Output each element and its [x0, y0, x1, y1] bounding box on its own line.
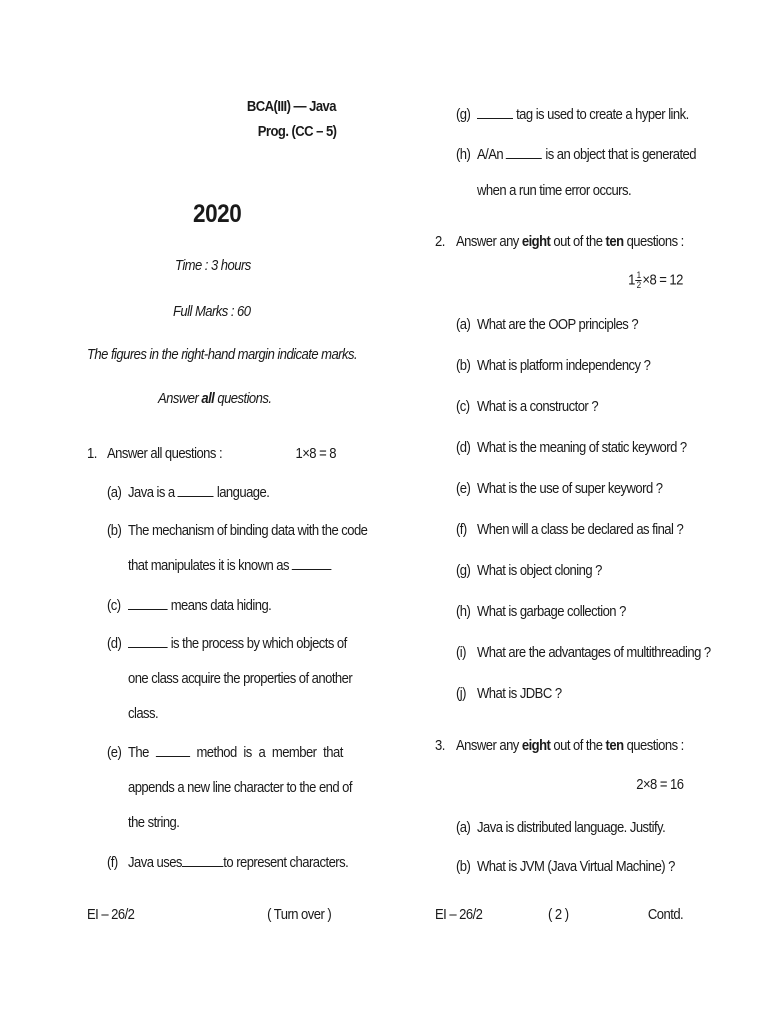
answer-instruction: Answer all questions.: [158, 391, 272, 407]
course-title: BCA(III) — Java: [246, 99, 336, 115]
paper-code: Prog. (CC – 5): [257, 124, 336, 140]
q2-number: 2.: [435, 234, 445, 250]
q2-item-label: (a): [456, 317, 471, 333]
q1f-blank: [182, 854, 223, 867]
q1f-text: Java uses to represent characters.: [128, 855, 349, 871]
q2-item-label: (g): [456, 563, 471, 579]
q1-marks: 1×8 = 8: [295, 446, 336, 462]
q1a-label: (a): [107, 485, 122, 501]
q1e-line1: The method is a member that: [128, 745, 343, 761]
q2-item-text: What is the meaning of static keyword ?: [477, 440, 687, 456]
q3-item-label: (b): [456, 859, 471, 875]
q1g-blank: [477, 106, 513, 119]
q1h-line2: when a run time error occurs.: [477, 183, 632, 199]
q1d-line3: class.: [128, 706, 159, 722]
footer-turn-over: ( Turn over ): [266, 907, 331, 923]
q3-title: Answer any eight out of the ten questions :: [456, 738, 684, 754]
q2-item-label: (j): [456, 686, 466, 702]
exam-time: Time : 3 hours: [175, 258, 251, 274]
q2-marks-fraction: $\frac{1}{2}$: [636, 270, 641, 290]
q1d-blank: [128, 635, 168, 648]
q1d-label: (d): [107, 636, 122, 652]
q1d-line1: is the process by which objects of: [128, 635, 347, 653]
q3-marks: 2×8 = 16: [635, 777, 683, 793]
q2-item-text: What is garbage collection ?: [477, 604, 626, 620]
q2-item-label: (h): [456, 604, 471, 620]
q3-item-text: Java is distributed language. Justify.: [477, 820, 666, 836]
q2-item-text: What is JDBC ?: [477, 686, 562, 702]
footer-left-code: EI – 26/2: [87, 907, 135, 923]
q2-item-text: What is platform independency ?: [477, 358, 651, 374]
q1-number: 1.: [87, 446, 97, 462]
full-marks: Full Marks : 60: [173, 304, 251, 320]
q1g-label: (g): [456, 107, 471, 123]
q2-item-label: (d): [456, 440, 471, 456]
q1d-line2: one class acquire the properties of another: [128, 671, 353, 687]
q3-item-text: What is JVM (Java Virtual Machine) ?: [477, 859, 675, 875]
q3-item-label: (a): [456, 820, 471, 836]
q1c-blank: [128, 597, 168, 610]
q2-item-text: What is the use of super keyword ?: [477, 481, 663, 497]
q2-item-text: What are the OOP principles ?: [477, 317, 639, 333]
q1b-label: (b): [107, 523, 122, 539]
q2-item-label: (b): [456, 358, 471, 374]
footer-page-number: ( 2 ): [548, 907, 569, 923]
q2-item-text: When will a class be declared as final ?: [477, 522, 684, 538]
q1a-blank: [178, 484, 214, 497]
footer-right-code: EI – 26/2: [435, 907, 483, 923]
q2-item-label: (i): [456, 645, 466, 661]
q1e-line3: the string.: [128, 815, 180, 831]
q1b-line2: that manipulates it is known as: [128, 557, 332, 575]
q1e-blank: [156, 744, 190, 757]
q1e-line2: appends a new line character to the end of: [128, 780, 353, 796]
q1f-label: (f): [107, 855, 118, 871]
q1h-label: (h): [456, 147, 471, 163]
q3-number: 3.: [435, 738, 445, 754]
q1e-label: (e): [107, 745, 122, 761]
q1g-text: tag is used to create a hyper link.: [477, 106, 689, 124]
q1b-blank: [292, 557, 332, 570]
q1h-blank: [506, 146, 542, 159]
q2-item-label: (e): [456, 481, 471, 497]
q2-marks: 1 $\frac{1}{2}$ ×8 = 12: [628, 270, 683, 290]
q1h-line1: A/An is an object that is generated: [477, 147, 696, 163]
q1c-label: (c): [107, 598, 121, 614]
footer-contd: Contd.: [647, 907, 683, 923]
q2-title: Answer any eight out of the ten questions :: [456, 234, 684, 250]
q1c-text: means data hiding.: [128, 597, 271, 615]
q2-item-text: What is a constructor ?: [477, 399, 599, 415]
marks-note: The figures in the right-hand margin indicate marks.: [87, 347, 358, 363]
q1a-text: Java is a language.: [128, 485, 270, 501]
exam-year: 2020: [193, 200, 242, 228]
q2-item-text: What is object cloning ?: [477, 563, 602, 579]
q2-item-text: What are the advantages of multithreading ?: [477, 645, 711, 661]
q2-item-label: (f): [456, 522, 467, 538]
q1-title: Answer all questions :: [107, 446, 223, 462]
q1b-line1: The mechanism of binding data with the code: [128, 523, 368, 539]
q2-item-label: (c): [456, 399, 470, 415]
